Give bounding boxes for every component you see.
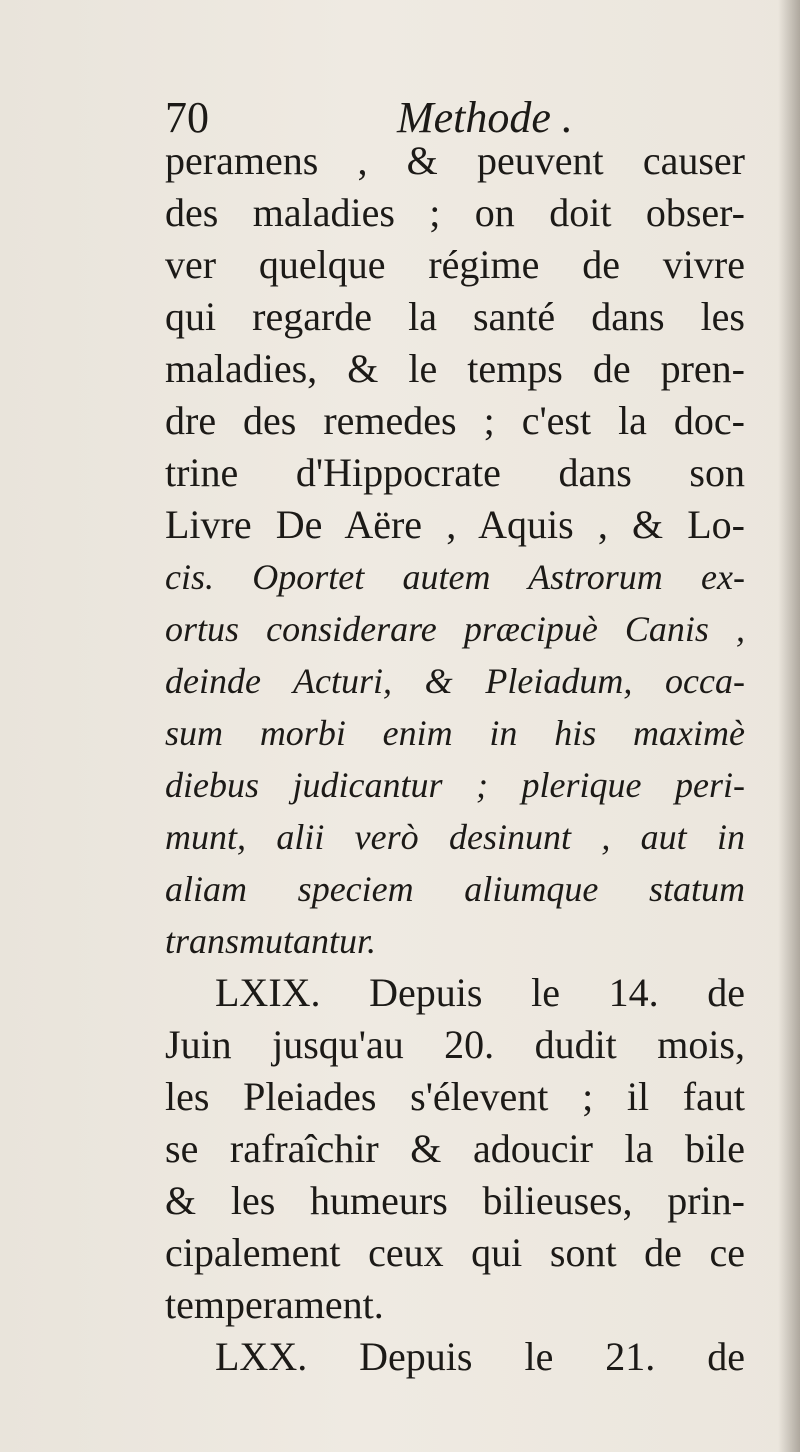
body-text (165, 135, 745, 1383)
text-line: diebus judicantur ; plerique peri- (165, 765, 745, 805)
text-line: sum morbi enim in his maximè (165, 713, 745, 753)
text-line: temperament. (165, 1282, 384, 1327)
text-line: Juin jusqu'au 20. dudit mois, (165, 1022, 745, 1067)
text-line: maladies, & le temps de pren- (165, 346, 745, 391)
text-line: Livre De Aëre , Aquis , & Lo- (165, 502, 745, 547)
text-line: & les humeurs bilieuses, prin- (165, 1178, 745, 1223)
text-line: LXIX. Depuis le 14. de (215, 970, 745, 1015)
text-line: trine d'Hippocrate dans son (165, 450, 745, 495)
text-line: cipalement ceux qui sont de ce (165, 1230, 745, 1275)
text-line: se rafraîchir & adoucir la bile (165, 1126, 745, 1171)
text-line: transmutantur. (165, 921, 377, 961)
text-line: des maladies ; on doit obser- (165, 190, 745, 235)
text-line: ortus considerare præcipuè Canis , (165, 609, 745, 649)
text-line: aliam speciem aliumque statum (165, 869, 745, 909)
text-line: peramens , & peuvent causer (165, 138, 745, 183)
text-line: dre des remedes ; c'est la doc- (165, 398, 745, 443)
page-gutter-shadow (778, 0, 800, 1452)
running-title: Methode . (397, 93, 573, 142)
text-line: les Pleiades s'élevent ; il faut (165, 1074, 745, 1119)
text-line: cis. Oportet autem Astrorum ex- (165, 557, 745, 597)
text-line: deinde Acturi, & Pleiadum, occa- (165, 661, 745, 701)
text-line: LXX. Depuis le 21. de (215, 1334, 745, 1379)
text-line: qui regarde la santé dans les (165, 294, 745, 339)
text-line: munt, alii verò desinunt , aut in (165, 817, 745, 857)
page-number: 70 (165, 93, 209, 142)
text-line: ver quelque régime de vivre (165, 242, 745, 287)
